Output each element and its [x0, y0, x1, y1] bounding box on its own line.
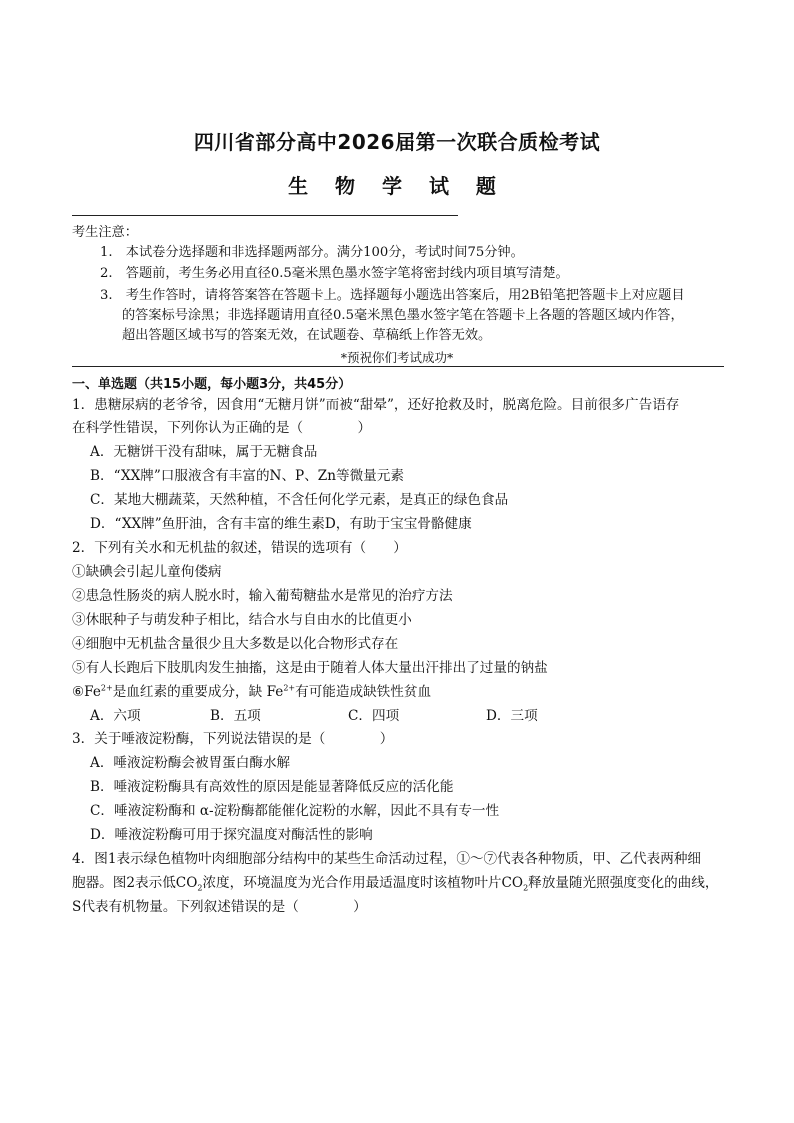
q2-item-2: ②患急性肠炎的病人脱水时，输入葡萄糖盐水是常见的治疗方法	[72, 588, 453, 604]
q2-option-d: D．三项	[486, 708, 538, 724]
notice-divider	[72, 366, 724, 367]
exam-title: 四川省部分高中2026届第一次联合质检考试	[193, 130, 601, 154]
q2-option-b: B．五项	[210, 708, 261, 724]
q2-item-6-sup-2: 2+	[283, 683, 296, 693]
q2-item-4: ④细胞中无机盐含量很少且大多数是以化合物形式存在	[72, 636, 399, 652]
q2-option-c: C．四项	[348, 708, 400, 724]
q4-line2-sub-1: 2	[197, 883, 203, 893]
q2-stem: 2．下列有关水和无机盐的叙述，错误的选项有（ ）	[72, 540, 407, 556]
notice-heading: 考生注意：	[72, 225, 138, 240]
q3-option-a: A．唾液淀粉酶会被胃蛋白酶水解	[90, 755, 291, 771]
q1-stem-line-2: 在科学性错误，下列你认为正确的是（ ）	[72, 420, 372, 436]
q4-stem-line-3: S代表有机物量。下列叙述错误的是（ ）	[72, 899, 367, 915]
q4-stem-line-1: 4．图1表示绿色植物叶肉细胞部分结构中的某些生命活动过程，①～⑦代表各种物质，甲、乙代表两种细	[72, 851, 702, 867]
notice-item-3: 3. 考生作答时，请将答案答在答题卡上。选择题每小题选出答案后，用2B铅笔把答题卡上对应题目	[100, 288, 685, 303]
q2-item-3: ③休眠种子与萌发种子相比，结合水与自由水的比值更小	[72, 612, 412, 628]
q3-option-d: D．唾液淀粉酶可用于探究温度对酶活性的影响	[90, 827, 373, 843]
q2-item-6	[72, 680, 431, 704]
blessing-text: *预祝你们考试成功*	[340, 350, 454, 365]
q1-stem-line-1: 1．患糖尿病的老爷爷，因食用“无糖月饼”而被“甜晕”，还好抢救及时，脱离危险。目前很多广告语存	[72, 397, 680, 413]
notice-item-2: 2. 答题前，考生务必用直径0.5毫米黑色墨水签字笔将密封线内项目填写清楚。	[100, 266, 569, 281]
q2-item-6-part-c: 有可能造成缺铁性贫血	[295, 684, 432, 700]
q3-option-b: B．唾液淀粉酶具有高效性的原因是能显著降低反应的活化能	[90, 779, 454, 795]
header-divider	[72, 215, 458, 216]
q1-option-c: C．某地大棚蔬菜，天然种植，不含任何化学元素，是真正的绿色食品	[90, 492, 509, 508]
q2-item-6-part-a: ⑥Fe	[72, 684, 101, 700]
q2-item-5: ⑤有人长跑后下肢肌肉发生抽搐，这是由于随着人体大量出汗排出了过量的钠盐	[72, 660, 548, 676]
q1-option-d: D．“XX牌”鱼肝油，含有丰富的维生素D，有助于宝宝骨骼健康	[90, 516, 472, 532]
subject-title: 生 物 学 试 题	[288, 174, 506, 198]
q4-line2-part-a: 胞器。图2表示低CO	[72, 875, 198, 891]
notice-item-3-cont-1: 的答案标号涂黑；非选择题请用直径0.5毫米黑色墨水签字笔在答题卡上各题的答题区域内作答，	[122, 308, 684, 323]
q4-line2-sub-2: 2	[523, 883, 529, 893]
q1-option-b: B．“XX牌”口服液含有丰富的N、P、Zn等微量元素	[90, 468, 404, 484]
q4-line2-part-b: 浓度，环境温度为光合作用最适温度时该植物叶片CO	[202, 875, 524, 891]
notice-item-3-cont-2: 超出答题区域书写的答案无效，在试题卷、草稿纸上作答无效。	[122, 328, 492, 343]
q2-item-6-sup-1: 2+	[100, 683, 113, 693]
q2-item-6-part-b: 是血红素的重要成分，缺 Fe	[112, 684, 284, 700]
q3-stem: 3．关于唾液淀粉酶，下列说法错误的是（ ）	[72, 731, 394, 747]
q1-option-a: A．无糖饼干没有甜味，属于无糖食品	[90, 444, 318, 460]
q2-item-1: ①缺碘会引起儿童佝偻病	[72, 564, 222, 580]
q2-option-a: A．六项	[90, 708, 141, 724]
q4-line2-part-c: 释放量随光照强度变化的曲线，	[528, 875, 719, 891]
q3-option-c: C．唾液淀粉酶和 α-淀粉酶都能催化淀粉的水解，因此不具有专一性	[90, 803, 500, 819]
section-heading: 一、单选题（共15小题，每小题3分，共45分）	[72, 377, 352, 392]
q4-stem-line-2	[72, 871, 718, 895]
notice-item-1: 1. 本试卷分选择题和非选择题两部分。满分100分，考试时间75分钟。	[100, 245, 524, 260]
